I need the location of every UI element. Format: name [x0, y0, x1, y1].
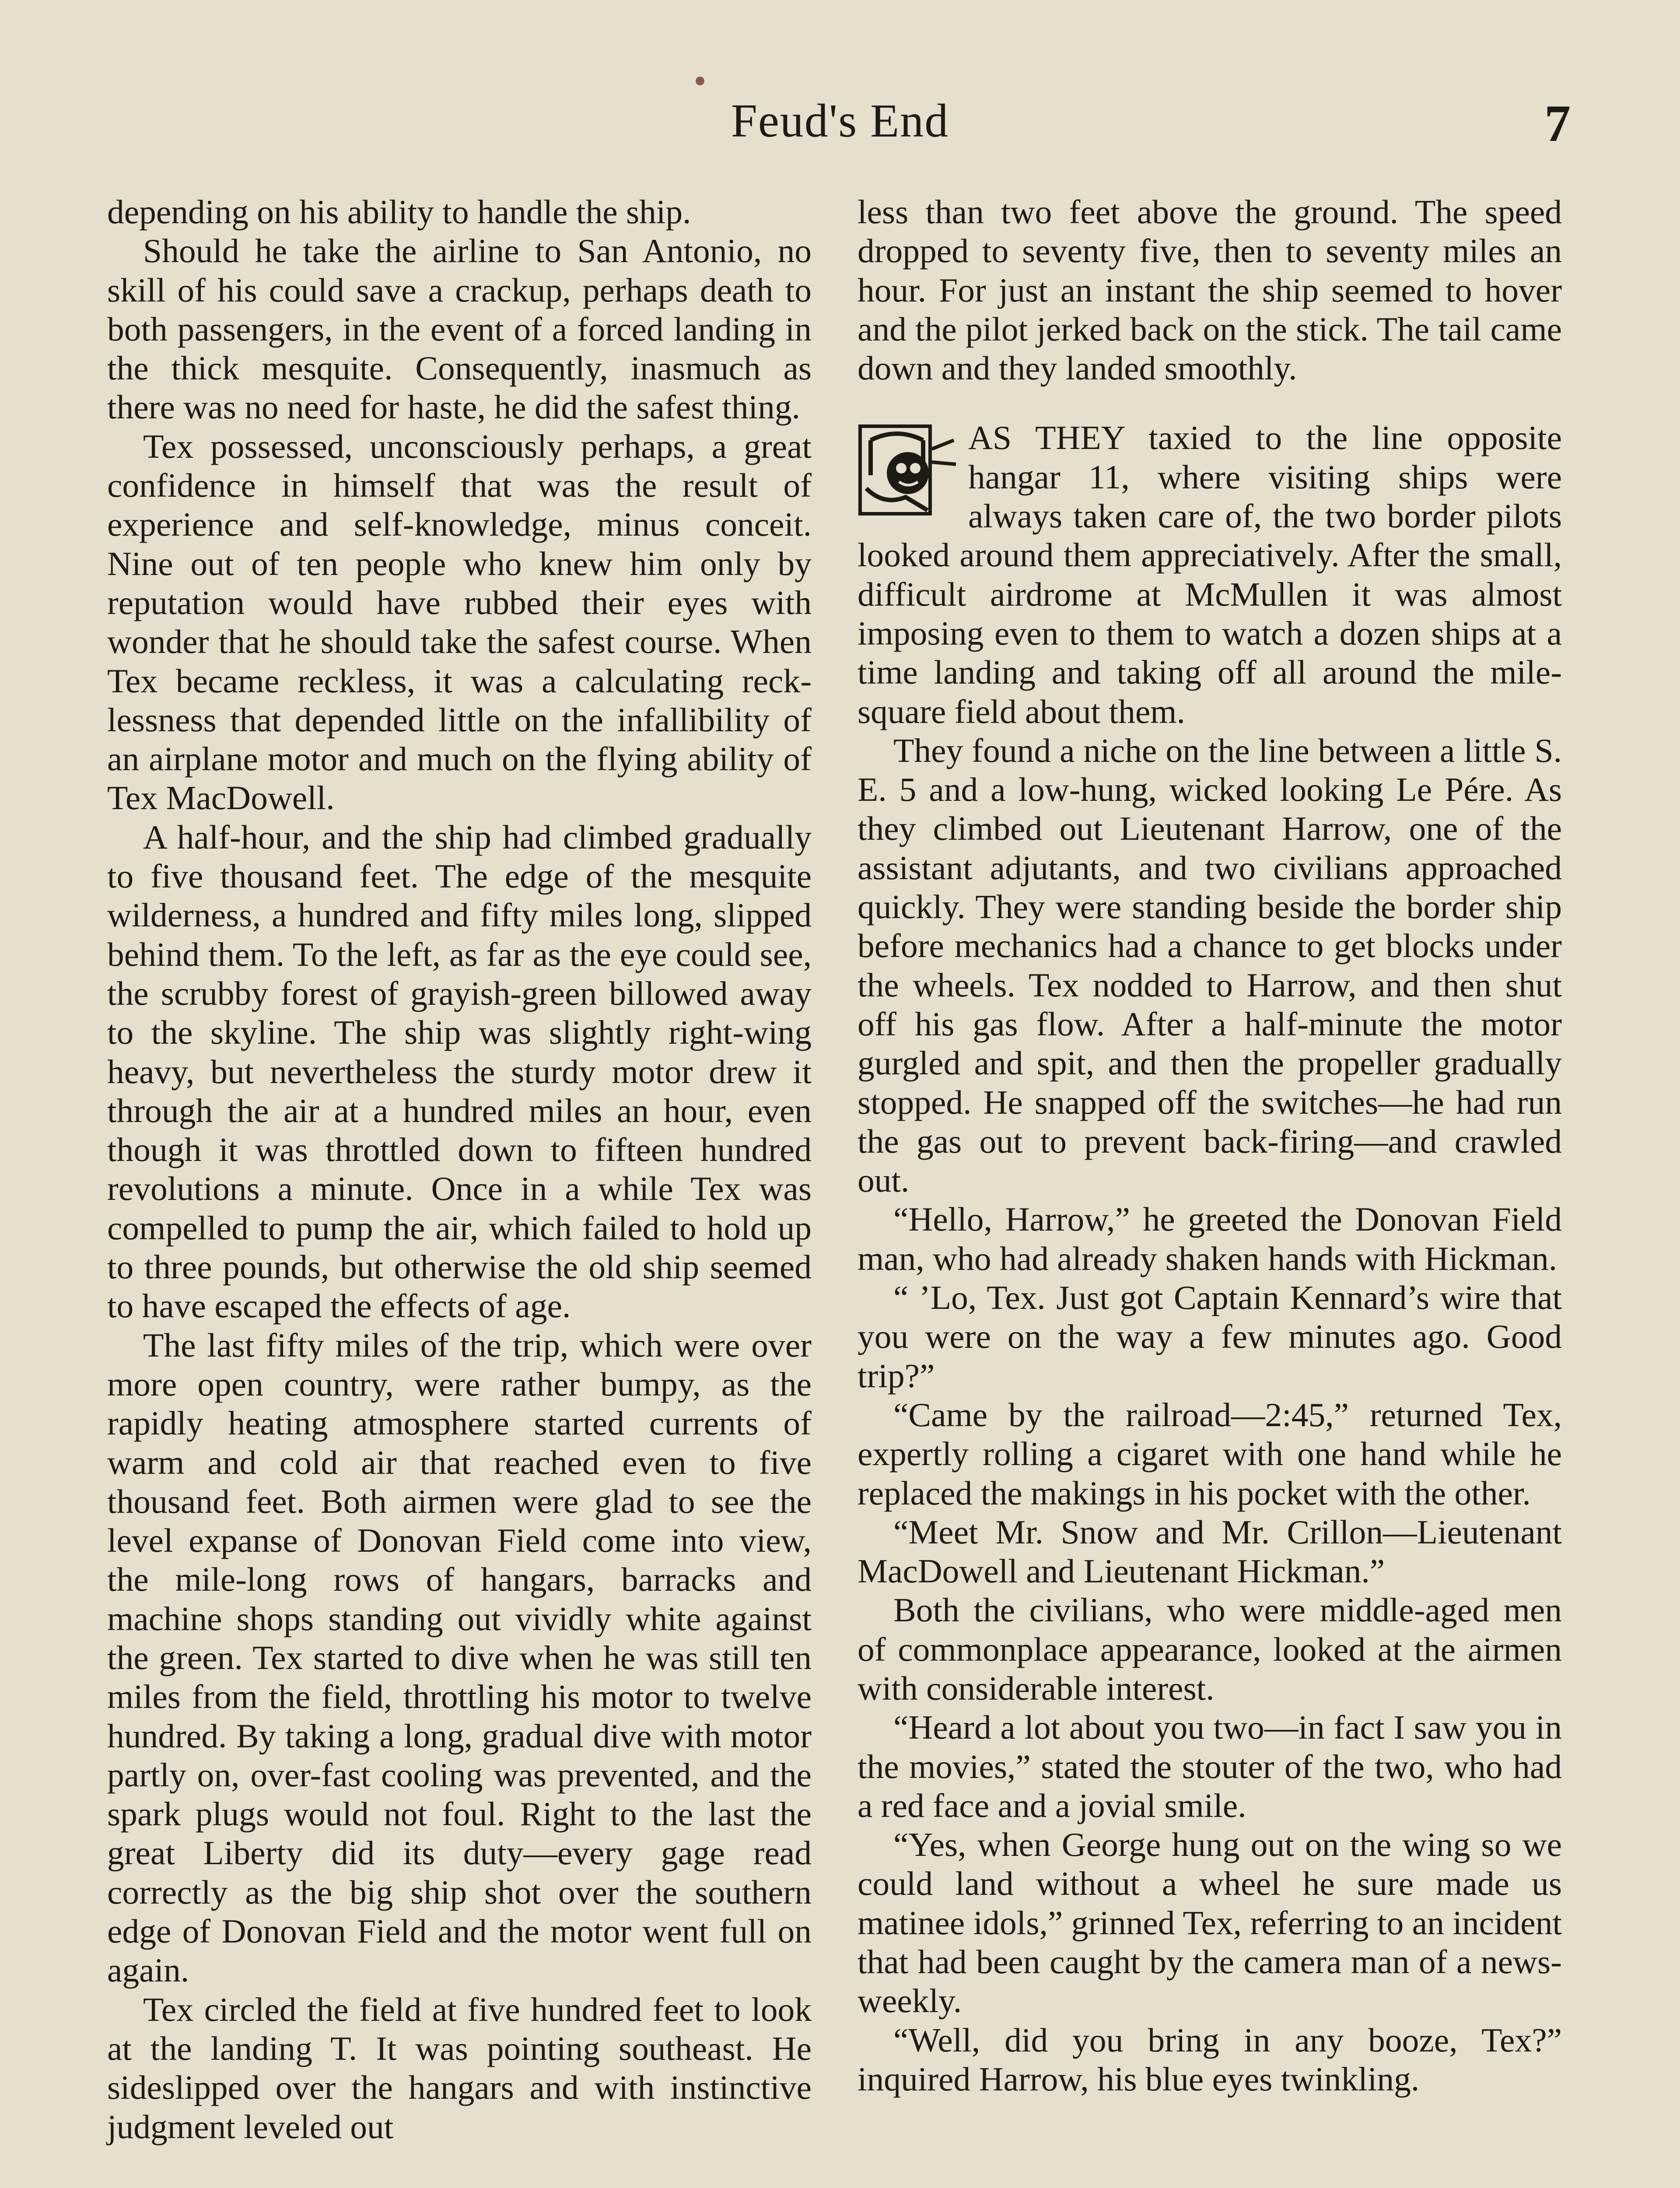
paragraph: “Well, did you bring in any booze, Tex?” inquired Harrow, his blue eyes twinkling. — [858, 2021, 1562, 2098]
paragraph: depending on his ability to handle the ship. — [107, 193, 691, 231]
ink-dot — [696, 77, 704, 85]
paragraph: “Hello, Harrow,” he greeted the Donovan Field man, who had already shaken hands with Hickman. — [858, 1200, 1562, 1277]
running-title: Feud's End — [731, 95, 949, 147]
paragraph: less than two feet above the ground. The speed dropped to seventy five, then to seventy miles an hour. For just an instant the ship seemed to hover and the pilot jerked back on the stick. The tail came down and they landed smoothly. — [858, 193, 1562, 387]
left-column — [107, 193, 812, 2146]
paragraph: They found a niche on the line between a little S. E. 5 and a low-hung, wicked looking Le Pére. As they climbed out Lieutenant Harrow, one of the assistant adjutants, and two civilians approached quickly. They were standing beside the border ship before mechanics had a chance to get blocks under the wheels. Tex nodded to Harrow, and then shut off his gas flow. After a half-minute the motor gurgled and spit, and then the propeller gradually stopped. He snapped off the switches—he had run the gas out to prevent back-firing—and crawled out. — [858, 731, 1562, 1199]
paragraph: “Heard a lot about you two—in fact I saw you in the movies,” stated the stouter of the two, who had a red face and a jovial smile. — [858, 1708, 1562, 1824]
page-header — [0, 85, 1680, 155]
paragraph: Tex possessed, unconsciously perhaps, a great confidence in himself that was the result of experience and self-knowledge, minus conceit. Nine out of ten people who knew him only by reputation would have rubbed their eyes with wonder that he should take the safest course. When Tex became reckless, it was a calculating recklessness that depended little on the infallibility of an airplane motor and much on the flying ability of Tex MacDowell. — [107, 427, 812, 817]
paragraph: Both the civilians, who were middle-aged men of commonplace appearance, looked at the airmen with considerable interest. — [858, 1591, 1562, 1707]
paragraph: “Came by the railroad—2:45,” returned Tex, expertly rolling a cigaret with one hand while he replaced the makings in his pocket with the other. — [858, 1396, 1562, 1512]
paragraph: “ ’Lo, Tex. Just got Captain Kennard’s wire that you were on the way a few minutes ago. Good trip?” — [858, 1279, 1562, 1395]
section-opening-text: AS THEY taxied to the line opposite hangar 11, where visiting ships were always taken care of, the two border pilots looked around them appreciatively. After the small, difficult airdrome at McMullen it was almost imposing even to them to watch a dozen ships at a time landing and taking off all around the mile-square field about them. — [858, 419, 1562, 730]
paragraph: A half-hour, and the ship had climbed gradually to five thousand feet. The edge of the mesquite wilderness, a hundred and fifty miles long, slipped behind them. To the left, as far as the eye could see, the scrubby forest of grayish-green billowed away to the skyline. The ship was slightly right-wing heavy, but nevertheless the sturdy motor drew it through the air at a hundred miles an hour, even though it was throttled down to fifteen hundred revolutions a minute. Once in a while Tex was compelled to pump the air, which failed to hold up to three pounds, but otherwise the old ship seemed to have escaped the effects of age. — [107, 818, 812, 1325]
section-opening-paragraph — [858, 418, 1562, 731]
drop-cap-icon — [858, 423, 960, 519]
paragraph: Tex circled the field at five hundred feet to look at the landing T. It was pointing southeast. He sideslipped over the hangars and with instinctive judgment leveled out — [107, 1990, 812, 2146]
page-number: 7 — [1544, 94, 1571, 152]
paragraph: “Meet Mr. Snow and Mr. Crillon—Lieutenant MacDowell and Lieutenant Hickman.” — [858, 1513, 1562, 1590]
paragraph: The last fifty miles of the trip, which were over more open country, were rather bumpy, as the rapidly heating atmosphere started currents of warm and cold air that reached even to five thousand feet. Both airmen were glad to see the level expanse of Donovan Field come into view, the mile-long rows of hangars, barracks and machine shops standing out vividly white against the green. Tex started to dive when he was still ten miles from the field, throttling his motor to twelve hundred. By taking a long, gradual dive with motor partly on, over-fast cooling was prevented, and the spark plugs would not foul. Right to the last the great Liberty did its duty—every gage read correctly as the big ship shot over the southern edge of Donovan Field and the motor went full on again. — [107, 1326, 812, 1989]
right-column — [858, 193, 1562, 2099]
paragraph: Should he take the airline to San Antonio, no skill of his could save a crackup, perhaps death to both passengers, in the event of a forced landing in the thick mesquite. Consequently, inasmuch as there was no need for haste, he did the safest thing. — [107, 232, 812, 426]
paragraph: “Yes, when George hung out on the wing so we could land without a wheel he sure made us matinee idols,” grinned Tex, referring to an incident that had been caught by the camera man of a news-weekly. — [858, 1826, 1562, 2020]
section-opening — [858, 418, 1562, 731]
